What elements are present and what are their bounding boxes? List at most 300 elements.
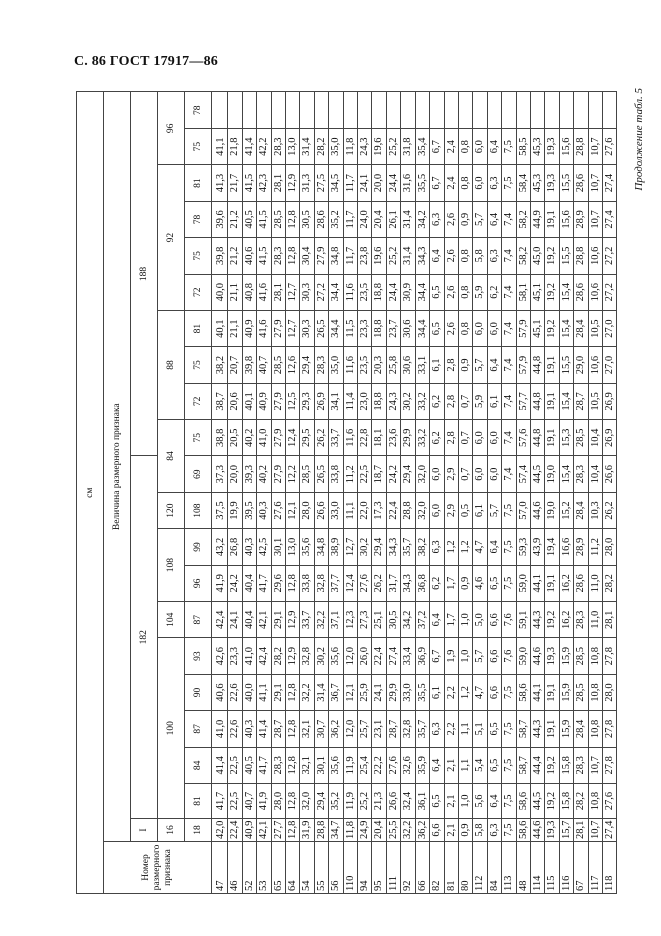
value-cell: 27,9	[271, 420, 285, 456]
value-cell: 40,9	[257, 383, 271, 419]
feature-number: 95	[372, 842, 386, 894]
value-cell: 0,7	[458, 456, 472, 492]
table-row	[372, 92, 386, 894]
value-cell: 2,4	[444, 128, 458, 164]
value-cell: 11,8	[343, 819, 357, 842]
value-cell: 20,3	[372, 347, 386, 383]
value-cell: 27,9	[271, 456, 285, 492]
value-cell: 1,1	[458, 711, 472, 747]
value-cell: 31,4	[401, 238, 415, 274]
value-cell: 6,3	[487, 238, 501, 274]
value-cell: 1,2	[458, 529, 472, 565]
value-cell: 37,7	[329, 565, 343, 601]
value-cell: 10,6	[588, 238, 602, 274]
value-cell: 24,9	[358, 819, 372, 842]
lvl2-cell: 100	[158, 638, 185, 819]
value-cell: 10,7	[588, 201, 602, 237]
value-cell: 30,6	[401, 310, 415, 346]
value-cell: 15,6	[559, 201, 573, 237]
value-cell: 30,5	[386, 602, 400, 638]
value-cell: 22,6	[228, 711, 242, 747]
value-cell: 23,1	[372, 711, 386, 747]
value-cell: 38,8	[212, 420, 228, 456]
value-cell: 1,2	[444, 529, 458, 565]
value-cell: 15,8	[559, 747, 573, 783]
value-cell: 35,7	[401, 529, 415, 565]
value-cell: 27,9	[271, 383, 285, 419]
value-cell: 39,8	[212, 238, 228, 274]
value-cell: 1,0	[458, 602, 472, 638]
value-cell: 19,1	[545, 565, 559, 601]
value-cell: 25,4	[358, 747, 372, 783]
table-row	[516, 92, 530, 894]
value-cell: 44,6	[530, 492, 544, 528]
value-cell: 41,0	[212, 711, 228, 747]
value-cell: 33,7	[329, 420, 343, 456]
value-cell: 29,4	[300, 347, 314, 383]
value-cell: 0,7	[458, 420, 472, 456]
value-cell: 12,8	[286, 238, 300, 274]
lvl3-cell: 78	[185, 92, 212, 129]
value-cell	[574, 92, 588, 129]
value-cell: 6,5	[487, 711, 501, 747]
value-cell: 32,6	[401, 747, 415, 783]
value-cell: 12,8	[286, 747, 300, 783]
value-cell: 16,6	[559, 529, 573, 565]
value-cell: 40,4	[242, 565, 256, 601]
value-cell: 28,3	[271, 747, 285, 783]
value-cell: 40,7	[242, 784, 256, 819]
feature-number: 115	[545, 842, 559, 894]
value-cell: 29,5	[300, 420, 314, 456]
lvl2-cell: 108	[158, 529, 185, 602]
value-cell: 12,3	[343, 602, 357, 638]
value-cell: 58,6	[516, 819, 530, 842]
value-cell: 15,4	[559, 274, 573, 310]
value-cell: 20,7	[228, 347, 242, 383]
value-cell: 4,6	[473, 565, 487, 601]
value-cell: 41,5	[257, 201, 271, 237]
value-cell: 34,4	[329, 274, 343, 310]
value-cell: 10,5	[588, 383, 602, 419]
value-cell: 20,6	[228, 383, 242, 419]
value-cell: 29,3	[300, 383, 314, 419]
value-cell: 6,0	[473, 128, 487, 164]
value-cell: 19,3	[545, 819, 559, 842]
value-cell: 6,0	[473, 310, 487, 346]
value-cell: 22,2	[372, 747, 386, 783]
value-cell: 6,4	[430, 238, 444, 274]
value-cell: 6,0	[487, 456, 501, 492]
value-cell: 15,4	[559, 383, 573, 419]
value-cell: 11,0	[588, 602, 602, 638]
value-cell: 28,6	[314, 201, 328, 237]
table-row	[559, 92, 573, 894]
value-cell: 12,6	[286, 347, 300, 383]
value-cell: 58,5	[516, 128, 530, 164]
value-cell: 7,6	[502, 602, 516, 638]
value-cell: 28,5	[574, 638, 588, 674]
value-cell: 10,4	[588, 420, 602, 456]
value-cell: 29,4	[372, 529, 386, 565]
feature-number: 56	[329, 842, 343, 894]
value-cell: 31,4	[314, 674, 328, 710]
value-cell: 28,8	[401, 492, 415, 528]
value-cell: 39,8	[242, 347, 256, 383]
lvl2-cell: 88	[158, 310, 185, 419]
value-cell: 35,6	[329, 638, 343, 674]
value-cell: 1,9	[444, 638, 458, 674]
value-cell: 40,2	[257, 456, 271, 492]
value-cell: 31,4	[401, 201, 415, 237]
value-cell: 41,7	[257, 747, 271, 783]
value-cell: 28,3	[314, 347, 328, 383]
value-cell: 32,8	[300, 638, 314, 674]
value-cell: 2,6	[444, 238, 458, 274]
value-cell: 28,0	[271, 784, 285, 819]
lvl3-cell: 87	[185, 602, 212, 638]
value-cell: 0,8	[458, 310, 472, 346]
value-cell: 30,3	[300, 274, 314, 310]
value-cell: 18,8	[372, 383, 386, 419]
table-row	[343, 92, 357, 894]
value-cell: 18,1	[372, 420, 386, 456]
value-cell: 31,8	[401, 128, 415, 164]
value-cell: 27,9	[271, 310, 285, 346]
value-cell: 27,0	[602, 310, 616, 346]
value-cell: 28,6	[574, 565, 588, 601]
value-cell: 42,3	[257, 165, 271, 201]
value-cell: 11,6	[343, 347, 357, 383]
value-cell: 23,6	[386, 420, 400, 456]
value-cell: 41,3	[212, 165, 228, 201]
value-cell: 24,3	[386, 383, 400, 419]
value-cell: 25,2	[386, 238, 400, 274]
feature-number: 47	[212, 842, 228, 894]
value-cell: 45,1	[530, 274, 544, 310]
value-cell	[602, 92, 616, 129]
value-cell: 29,1	[271, 602, 285, 638]
value-cell: 38,7	[212, 383, 228, 419]
value-cell: 44,8	[530, 347, 544, 383]
value-cell	[545, 92, 559, 129]
value-cell: 23,5	[358, 347, 372, 383]
value-cell: 19,1	[545, 674, 559, 710]
value-cell: 19,0	[545, 456, 559, 492]
feature-number: 84	[487, 842, 501, 894]
value-cell: 5,4	[473, 747, 487, 783]
value-cell: 28,7	[386, 711, 400, 747]
value-cell: 22,5	[228, 784, 242, 819]
value-cell: 2,1	[444, 784, 458, 819]
value-cell: 42,1	[257, 602, 271, 638]
value-cell: 6,3	[430, 711, 444, 747]
value-cell: 34,1	[329, 383, 343, 419]
value-cell: 0,8	[458, 165, 472, 201]
value-cell: 7,4	[502, 310, 516, 346]
value-cell: 32,8	[314, 565, 328, 601]
value-cell: 27,2	[602, 274, 616, 310]
value-cell: 1,7	[444, 602, 458, 638]
value-cell: 23,0	[358, 383, 372, 419]
value-cell: 6,6	[430, 819, 444, 842]
value-cell: 12,8	[286, 711, 300, 747]
value-cell: 12,0	[343, 638, 357, 674]
header-feature-value: Величина размерного признака	[104, 92, 131, 842]
value-cell: 18,7	[372, 456, 386, 492]
value-cell: 39,3	[242, 456, 256, 492]
value-cell: 29,0	[574, 347, 588, 383]
value-cell: 44,4	[530, 747, 544, 783]
value-cell: 26,5	[314, 310, 328, 346]
value-cell: 29,4	[401, 456, 415, 492]
value-cell: 21,8	[228, 128, 242, 164]
value-cell: 11,0	[588, 565, 602, 601]
value-cell: 28,4	[574, 310, 588, 346]
value-cell: 6,4	[430, 747, 444, 783]
value-cell: 10,6	[588, 347, 602, 383]
value-cell: 6,4	[487, 347, 501, 383]
value-cell: 27,0	[602, 347, 616, 383]
value-cell: 11,9	[343, 747, 357, 783]
value-cell: 7,6	[502, 638, 516, 674]
value-cell: 26,9	[314, 383, 328, 419]
value-cell: 36,2	[329, 711, 343, 747]
value-cell: 7,4	[502, 347, 516, 383]
value-cell: 15,5	[559, 347, 573, 383]
value-cell: 26,9	[602, 383, 616, 419]
lvl3-cell: 84	[185, 747, 212, 783]
lvl3-cell: 81	[185, 165, 212, 201]
value-cell: 30,4	[300, 238, 314, 274]
value-cell: 30,1	[271, 529, 285, 565]
value-cell: 10,7	[588, 747, 602, 783]
value-cell: 42,4	[212, 602, 228, 638]
value-cell: 15,2	[559, 492, 573, 528]
value-cell: 32,0	[415, 456, 429, 492]
value-cell: 28,9	[574, 201, 588, 237]
value-cell: 22,4	[386, 492, 400, 528]
value-cell: 6,6	[487, 602, 501, 638]
value-cell: 25,7	[358, 711, 372, 747]
value-cell: 57,9	[516, 347, 530, 383]
value-cell: 7,4	[502, 420, 516, 456]
value-cell: 41,5	[257, 238, 271, 274]
value-cell: 40,3	[242, 529, 256, 565]
value-cell: 1,0	[458, 784, 472, 819]
value-cell: 57,7	[516, 383, 530, 419]
lvl1-cell: 182	[131, 456, 158, 819]
value-cell: 37,2	[415, 602, 429, 638]
value-cell: 30,1	[314, 747, 328, 783]
value-cell: 40,5	[242, 747, 256, 783]
lvl3-cell: 72	[185, 274, 212, 310]
lvl2-cell: 92	[158, 165, 185, 311]
value-cell: 41,0	[242, 638, 256, 674]
table-row	[242, 92, 256, 894]
value-cell: 29,9	[401, 420, 415, 456]
value-cell: 35,5	[415, 165, 429, 201]
value-cell: 25,2	[358, 784, 372, 819]
value-cell: 40,3	[242, 711, 256, 747]
value-cell: 59,0	[516, 565, 530, 601]
value-cell: 6,5	[487, 565, 501, 601]
value-cell: 28,5	[300, 456, 314, 492]
value-cell: 41,6	[257, 274, 271, 310]
value-cell: 21,3	[372, 784, 386, 819]
value-cell: 27,6	[358, 565, 372, 601]
table-row	[401, 92, 415, 894]
table-row	[386, 92, 400, 894]
value-cell: 28,3	[574, 602, 588, 638]
value-cell: 40,0	[212, 274, 228, 310]
lvl3-cell: 90	[185, 674, 212, 710]
value-cell: 7,4	[502, 274, 516, 310]
value-cell	[444, 92, 458, 129]
value-cell: 15,3	[559, 420, 573, 456]
value-cell: 29,9	[386, 674, 400, 710]
value-cell: 34,2	[401, 602, 415, 638]
value-cell: 28,6	[574, 274, 588, 310]
value-cell: 6,1	[430, 347, 444, 383]
value-cell: 5,6	[473, 784, 487, 819]
value-cell: 32,2	[300, 674, 314, 710]
value-cell	[473, 92, 487, 129]
lvl3-cell: 99	[185, 529, 212, 565]
feature-number: 94	[358, 842, 372, 894]
value-cell: 58,7	[516, 711, 530, 747]
value-cell: 29,6	[271, 565, 285, 601]
value-cell: 27,2	[602, 238, 616, 274]
value-cell: 26,6	[386, 784, 400, 819]
value-cell: 59,1	[516, 602, 530, 638]
value-cell: 7,5	[502, 711, 516, 747]
value-cell: 41,4	[242, 128, 256, 164]
table-row	[358, 92, 372, 894]
value-cell: 35,2	[329, 201, 343, 237]
value-cell: 26,1	[386, 201, 400, 237]
value-cell: 30,6	[401, 347, 415, 383]
value-cell: 7,5	[502, 747, 516, 783]
value-cell: 2,9	[444, 492, 458, 528]
value-cell: 45,3	[530, 128, 544, 164]
value-cell: 36,9	[415, 638, 429, 674]
value-cell: 41,7	[212, 784, 228, 819]
value-cell: 33,8	[300, 565, 314, 601]
value-cell: 40,2	[242, 420, 256, 456]
value-cell: 7,5	[502, 492, 516, 528]
value-cell	[588, 92, 602, 129]
value-cell: 20,0	[228, 456, 242, 492]
lvl1-cell: I	[131, 819, 158, 842]
value-cell: 6,6	[487, 674, 501, 710]
value-cell: 11,9	[343, 784, 357, 819]
value-cell: 12,9	[286, 602, 300, 638]
lvl2-cell: 16	[158, 819, 185, 842]
feature-number: 114	[530, 842, 544, 894]
value-cell: 5,7	[473, 347, 487, 383]
value-cell: 1,2	[458, 674, 472, 710]
value-cell: 57,4	[516, 456, 530, 492]
value-cell: 10,5	[588, 310, 602, 346]
value-cell: 27,2	[314, 274, 328, 310]
table-row	[545, 92, 559, 894]
value-cell: 25,2	[386, 128, 400, 164]
value-cell	[242, 92, 256, 129]
table-row	[271, 92, 285, 894]
value-cell: 6,7	[430, 128, 444, 164]
value-cell	[314, 92, 328, 129]
value-cell: 40,6	[212, 674, 228, 710]
value-cell: 11,6	[343, 420, 357, 456]
value-cell: 2,6	[444, 310, 458, 346]
value-cell: 32,0	[300, 784, 314, 819]
value-cell: 40,9	[242, 819, 256, 842]
value-cell: 41,4	[212, 747, 228, 783]
value-cell: 19,6	[372, 238, 386, 274]
value-cell: 44,5	[530, 784, 544, 819]
value-cell: 30,7	[314, 711, 328, 747]
value-cell: 38,2	[212, 347, 228, 383]
value-cell: 0,9	[458, 565, 472, 601]
value-cell: 32,0	[415, 492, 429, 528]
table-row	[314, 92, 328, 894]
value-cell	[300, 92, 314, 129]
value-cell: 28,5	[574, 420, 588, 456]
value-cell: 35,6	[300, 529, 314, 565]
value-cell: 28,3	[271, 238, 285, 274]
value-cell: 28,8	[574, 128, 588, 164]
value-cell: 19,6	[372, 128, 386, 164]
value-cell: 28,3	[574, 456, 588, 492]
value-cell: 45,1	[530, 310, 544, 346]
value-cell: 33,4	[401, 638, 415, 674]
value-cell: 27,7	[271, 819, 285, 842]
table-row	[300, 92, 314, 894]
value-cell	[516, 92, 530, 129]
value-cell: 12,8	[286, 784, 300, 819]
value-cell: 0,8	[458, 274, 472, 310]
value-cell: 30,3	[300, 310, 314, 346]
feature-number: 54	[300, 842, 314, 894]
value-cell: 41,9	[257, 784, 271, 819]
value-cell: 27,3	[358, 602, 372, 638]
value-cell: 57,6	[516, 420, 530, 456]
value-cell: 23,7	[386, 310, 400, 346]
feature-number: 110	[343, 842, 357, 894]
value-cell: 27,6	[602, 784, 616, 819]
table-row	[530, 92, 544, 894]
value-cell: 6,1	[487, 383, 501, 419]
value-cell: 37,5	[212, 492, 228, 528]
value-cell: 24,1	[228, 602, 242, 638]
value-cell: 40,8	[242, 274, 256, 310]
value-cell: 27,5	[314, 165, 328, 201]
value-cell: 20,5	[228, 420, 242, 456]
value-cell: 12,8	[286, 201, 300, 237]
value-cell: 38,9	[329, 529, 343, 565]
lvl2-cell: 120	[158, 492, 185, 528]
value-cell: 15,8	[559, 784, 573, 819]
value-cell: 28,1	[574, 819, 588, 842]
value-cell: 15,6	[559, 128, 573, 164]
value-cell: 24,1	[358, 165, 372, 201]
value-cell: 7,4	[502, 383, 516, 419]
value-cell: 16,2	[559, 565, 573, 601]
value-cell: 10,7	[588, 165, 602, 201]
value-cell: 11,2	[343, 456, 357, 492]
value-cell: 36,8	[415, 565, 429, 601]
